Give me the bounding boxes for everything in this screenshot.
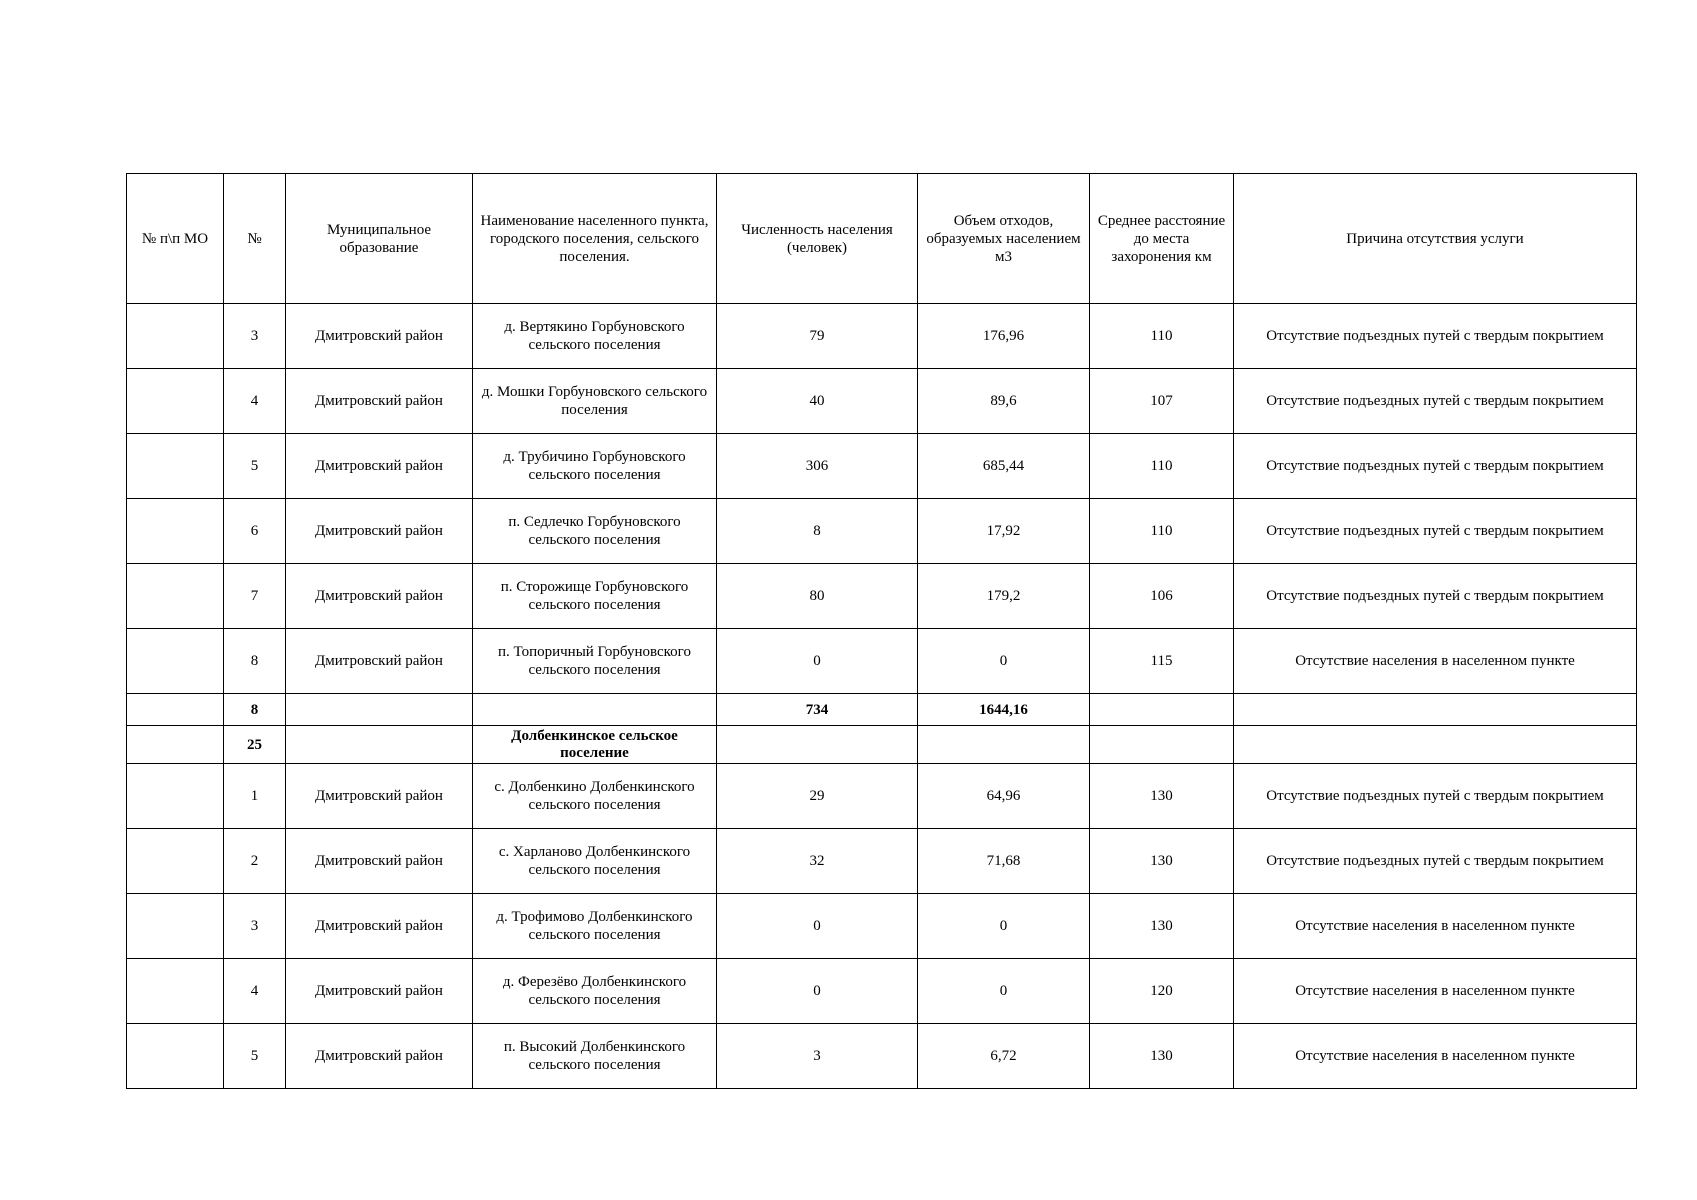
cell-municipality: Дмитровский район [286,564,473,629]
cell-mo-index [127,894,224,959]
cell-mo-index [127,499,224,564]
table-row [127,829,1637,894]
cell-settlement-name: с. Долбенкино Долбенкинского сельского поселения [473,764,717,829]
cell-waste-volume: 685,44 [918,434,1090,499]
cell-number: 8 [224,694,286,726]
total-row [127,694,1637,726]
table-row [127,499,1637,564]
cell-waste-volume: 0 [918,959,1090,1024]
cell-reason: Отсутствие подъездных путей с твердым покрытием [1234,304,1637,369]
cell-population: 306 [717,434,918,499]
table-row [127,369,1637,434]
cell-number: 1 [224,764,286,829]
cell-municipality: Дмитровский район [286,304,473,369]
cell-population: 0 [717,959,918,1024]
cell-distance: 130 [1090,764,1234,829]
cell-population: 0 [717,629,918,694]
cell-reason [1234,726,1637,764]
cell-distance: 120 [1090,959,1234,1024]
cell-number: 4 [224,959,286,1024]
cell-reason [1234,694,1637,726]
cell-settlement-name [473,694,717,726]
cell-number: 8 [224,629,286,694]
cell-municipality: Дмитровский район [286,629,473,694]
cell-number: 5 [224,434,286,499]
document-sheet [126,173,1637,1089]
table-row [127,959,1637,1024]
cell-reason: Отсутствие населения в населенном пункте [1234,629,1637,694]
cell-distance: 106 [1090,564,1234,629]
cell-number: 2 [224,829,286,894]
cell-settlement-name: п. Сторожище Горбуновского сельского поселения [473,564,717,629]
cell-waste-volume: 89,6 [918,369,1090,434]
cell-municipality: Дмитровский район [286,369,473,434]
cell-distance [1090,694,1234,726]
cell-number: 4 [224,369,286,434]
cell-reason: Отсутствие подъездных путей с твердым покрытием [1234,829,1637,894]
cell-municipality: Дмитровский район [286,829,473,894]
cell-settlement-name: д. Мошки Горбуновского сельского поселения [473,369,717,434]
header-row [127,174,1637,304]
cell-municipality [286,726,473,764]
cell-settlement-name: п. Седлечко Горбуновского сельского поселения [473,499,717,564]
table-row [127,564,1637,629]
cell-distance [1090,726,1234,764]
cell-settlement-name: д. Трофимово Долбенкинского сельского поселения [473,894,717,959]
table-row [127,894,1637,959]
cell-reason: Отсутствие населения в населенном пункте [1234,894,1637,959]
cell-municipality: Дмитровский район [286,434,473,499]
cell-mo-index [127,304,224,369]
group-name: Долбенкинское сельское поселение [473,726,717,764]
cell-waste-volume: 64,96 [918,764,1090,829]
cell-municipality: Дмитровский район [286,894,473,959]
cell-number: 3 [224,894,286,959]
cell-population: 29 [717,764,918,829]
header-population: Численность населения (человек) [717,174,918,304]
cell-mo-index [127,726,224,764]
group-header-row [127,726,1637,764]
cell-municipality: Дмитровский район [286,499,473,564]
cell-distance: 130 [1090,1024,1234,1089]
cell-distance: 130 [1090,829,1234,894]
cell-waste-volume: 71,68 [918,829,1090,894]
cell-population: 80 [717,564,918,629]
cell-mo-index [127,764,224,829]
cell-reason: Отсутствие подъездных путей с твердым покрытием [1234,434,1637,499]
cell-population: 8 [717,499,918,564]
cell-mo-index [127,434,224,499]
cell-distance: 130 [1090,894,1234,959]
cell-mo-index [127,629,224,694]
header-waste-volume: Объем отходов, образуемых населением м3 [918,174,1090,304]
cell-distance: 110 [1090,499,1234,564]
cell-settlement-name: д. Трубичино Горбуновского сельского поселения [473,434,717,499]
cell-distance: 110 [1090,304,1234,369]
cell-mo-index [127,1024,224,1089]
cell-number: 6 [224,499,286,564]
table-header [127,174,1637,304]
cell-waste-volume: 17,92 [918,499,1090,564]
cell-settlement-name: п. Топоричный Горбуновского сельского поселения [473,629,717,694]
cell-waste-volume [918,726,1090,764]
cell-number: 5 [224,1024,286,1089]
cell-number: 7 [224,564,286,629]
cell-mo-index [127,694,224,726]
cell-reason: Отсутствие подъездных путей с твердым покрытием [1234,564,1637,629]
cell-population: 0 [717,894,918,959]
waste-service-table [126,173,1637,1089]
cell-population: 734 [717,694,918,726]
cell-population: 32 [717,829,918,894]
cell-reason: Отсутствие подъездных путей с твердым покрытием [1234,499,1637,564]
cell-population: 79 [717,304,918,369]
cell-population: 3 [717,1024,918,1089]
cell-number: 3 [224,304,286,369]
cell-mo-index [127,829,224,894]
table-row [127,629,1637,694]
cell-mo-index [127,369,224,434]
cell-reason: Отсутствие населения в населенном пункте [1234,959,1637,1024]
cell-settlement-name: с. Харланово Долбенкинского сельского поселения [473,829,717,894]
cell-mo-index [127,564,224,629]
cell-settlement-name: д. Ферезёво Долбенкинского сельского поселения [473,959,717,1024]
table-row [127,764,1637,829]
cell-distance: 110 [1090,434,1234,499]
header-settlement-name: Наименование населенного пункта, городского поселения, сельского поселения. [473,174,717,304]
cell-municipality: Дмитровский район [286,764,473,829]
cell-reason: Отсутствие подъездных путей с твердым покрытием [1234,764,1637,829]
header-distance: Среднее расстояние до места захоронения км [1090,174,1234,304]
cell-population: 40 [717,369,918,434]
cell-reason: Отсутствие населения в населенном пункте [1234,1024,1637,1089]
cell-settlement-name: д. Вертякино Горбуновского сельского поселения [473,304,717,369]
table-row [127,1024,1637,1089]
table-body [127,304,1637,1089]
cell-waste-volume: 1644,16 [918,694,1090,726]
cell-municipality: Дмитровский район [286,1024,473,1089]
cell-waste-volume: 0 [918,629,1090,694]
header-municipality: Муниципальное образование [286,174,473,304]
table-row [127,304,1637,369]
cell-waste-volume: 0 [918,894,1090,959]
header-mo-index: № п\п МО [127,174,224,304]
cell-waste-volume: 176,96 [918,304,1090,369]
cell-settlement-name: п. Высокий Долбенкинского сельского поселения [473,1024,717,1089]
cell-mo-index [127,959,224,1024]
cell-waste-volume: 179,2 [918,564,1090,629]
cell-number: 25 [224,726,286,764]
cell-waste-volume: 6,72 [918,1024,1090,1089]
cell-distance: 115 [1090,629,1234,694]
header-number: № [224,174,286,304]
header-reason: Причина отсутствия услуги [1234,174,1637,304]
cell-municipality [286,694,473,726]
cell-reason: Отсутствие подъездных путей с твердым покрытием [1234,369,1637,434]
cell-population [717,726,918,764]
table-row [127,434,1637,499]
cell-distance: 107 [1090,369,1234,434]
cell-municipality: Дмитровский район [286,959,473,1024]
